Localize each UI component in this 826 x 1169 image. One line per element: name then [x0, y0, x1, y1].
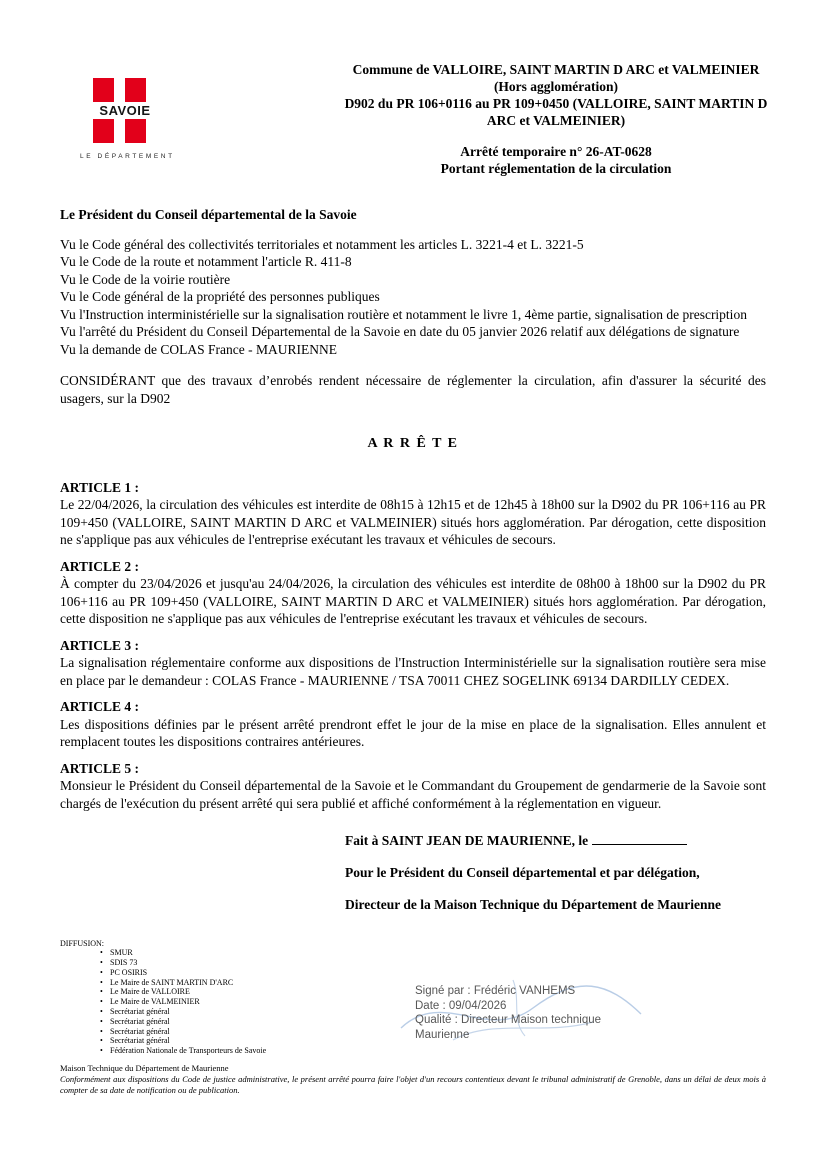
logo-departement-label: LE DÉPARTEMENT	[80, 153, 175, 160]
diffusion-item: • Secrétariat général	[100, 1007, 766, 1017]
considerant-paragraph: CONSIDÉRANT que des travaux d’enrobés rendent nécessaire de réglementer la circulation, afin d'assurer la sécurité des usagers, sur la D902	[60, 373, 766, 406]
signature-stamp	[415, 984, 623, 1042]
logo-square	[93, 78, 114, 102]
header-agglomeration-line: (Hors agglomération)	[493, 79, 619, 94]
diffusion-item: • Le Maire de VALMEINIER	[100, 997, 766, 1007]
footer-block	[60, 1063, 766, 1096]
diffusion-item: • Le Maire de SAINT MARTIN D'ARC	[100, 978, 766, 988]
stamp-quality: Qualité : Directeur Maison technique Maurienne	[415, 1014, 602, 1041]
diffusion-item: • SMUR	[100, 948, 766, 958]
article-body: Le 22/04/2026, la circulation des véhicules est interdite de 08h15 à 12h15 et de 12h45 à 18h00 sur la D902 du PR 106+116 au PR 109+450 (VALLOIRE, SAINT MARTIN D ARC et VALMEINIER) situés hors agglomération. Par dérogation, cette disposition ne s'applique pas aux véhicules de l'entreprise exécutant les travaux et véhicules de secours.	[60, 497, 766, 547]
diffusion-item: • Le Maire de VALLOIRE	[100, 987, 766, 997]
article-body: Les dispositions définies par le présent arrêté prendront effet le jour de la mise en place de la signalisation. Elles annulent et remplacent toutes les dispositions contraires antérieures.	[60, 716, 766, 749]
document-body	[60, 206, 766, 1096]
vu-line: Vu le Code de la route et notamment l'article R. 411-8	[60, 254, 352, 269]
stamp-signed-by: Signé par : Frédéric VANHEMS	[415, 985, 576, 997]
article-4	[60, 698, 766, 751]
fait-a-line: Fait à SAINT JEAN DE MAURIENNE, le	[345, 832, 766, 850]
vu-block	[60, 236, 766, 359]
diffusion-item: • Fédération Nationale de Transporteurs de Savoie	[100, 1046, 766, 1056]
vu-line: Vu le Code de la voirie routière	[60, 271, 231, 287]
savoie-cross	[93, 78, 157, 143]
vu-line: Vu l'Instruction interministérielle sur la signalisation routière et notamment le livre 1, 4ème partie, signalisation de prescription	[60, 306, 747, 322]
header-commune-block	[340, 61, 772, 129]
diffusion-block	[60, 939, 766, 1057]
header-road-line: D902 du PR 106+0116 au PR 109+0450 (VALLOIRE, SAINT MARTIN D ARC et VALMEINIER)	[344, 96, 768, 128]
header-arrete-block	[340, 143, 772, 177]
diffusion-item: • Secrétariat général	[100, 1027, 766, 1037]
vu-line: Vu le Code général des collectivités territoriales et notamment les articles L. 3221-4 et L. 3221-5	[60, 236, 584, 252]
logo-square	[93, 119, 114, 143]
article-2	[60, 558, 766, 628]
article-body: À compter du 23/04/2026 et jusqu'au 24/04/2026, la circulation des véhicules est interdite de 08h00 à 18h00 sur la D902 du PR 106+116 au PR 109+450 (VALLOIRE, SAINT MARTIN D ARC et VALMEINIER) situés hors agglomération. Par dérogation, cette disposition ne s'applique pas aux véhicules de l'entreprise exécutant les travaux et véhicules de secours.	[60, 576, 766, 626]
diffusion-item: • Secrétariat général	[100, 1017, 766, 1027]
article-title: ARTICLE 3 :	[60, 637, 140, 653]
arrete-subtitle: Portant réglementation de la circulation	[440, 161, 672, 176]
president-line: Le Président du Conseil départemental de la Savoie	[60, 207, 357, 222]
delegation-line: Pour le Président du Conseil départemental et par délégation,	[345, 865, 700, 880]
savoie-logo	[80, 78, 205, 160]
vu-line: Vu la demande de COLAS France - MAURIENNE	[60, 341, 338, 357]
stamp-date: Date : 09/04/2026	[415, 999, 507, 1012]
article-body: La signalisation réglementaire conforme aux dispositions de l'Instruction Interministérielle sur la signalisation routière sera mise en place par le demandeur : COLAS France - MAURIENNE / TSA 70011 CHEZ SOGELINK 69134 DARDILLY CEDEX.	[60, 655, 766, 688]
logo-square	[125, 78, 146, 102]
header-commune-line: Commune de VALLOIRE, SAINT MARTIN D ARC et VALMEINIER	[352, 62, 760, 77]
article-title: ARTICLE 4 :	[60, 699, 140, 714]
arrete-heading: A R R Ê T E	[367, 436, 459, 451]
article-5	[60, 760, 766, 813]
article-1	[60, 479, 766, 549]
arrete-number: Arrêté temporaire n° 26-AT-0628	[460, 144, 652, 159]
diffusion-item: • PC OSIRIS	[100, 968, 766, 978]
director-line: Directeur de la Maison Technique du Département de Maurienne	[345, 897, 721, 912]
article-body: Monsieur le Président du Conseil départemental de la Savoie et le Commandant du Groupement de gendarmerie de la Savoie sont chargés de l'exécution du présent arrêté qui sera publié et affiché conformément à la réglementation en vigueur.	[60, 778, 766, 811]
logo-square	[125, 119, 146, 143]
diffusion-item: • SDIS 73	[100, 958, 766, 968]
date-blank-line	[592, 833, 687, 845]
logo-savoie-label: SAVOIE	[99, 103, 151, 118]
signature-block	[345, 832, 766, 914]
diffusion-item: • Secrétariat général	[100, 1036, 766, 1046]
vu-line: Vu l'arrêté du Président du Conseil Départemental de la Savoie en date du 05 janvier 2026 relatif aux délégations de signature	[60, 324, 740, 339]
article-title: ARTICLE 5 :	[60, 760, 140, 776]
footer-legal-notice: Conformément aux dispositions du Code de justice administrative, le présent arrêté pourra faire l'objet d'un recours contentieux devant le tribunal administratif de Grenoble, dans un délai de deux mois à compter de sa date de notification ou de publication.	[60, 1074, 766, 1096]
vu-line: Vu le Code général de la propriété des personnes publiques	[60, 289, 380, 304]
article-title: ARTICLE 1 :	[60, 479, 140, 495]
article-3	[60, 637, 766, 690]
article-title: ARTICLE 2 :	[60, 558, 140, 574]
diffusion-label: DIFFUSION:	[60, 938, 105, 948]
footer-service: Maison Technique du Département de Maurienne	[60, 1063, 229, 1074]
